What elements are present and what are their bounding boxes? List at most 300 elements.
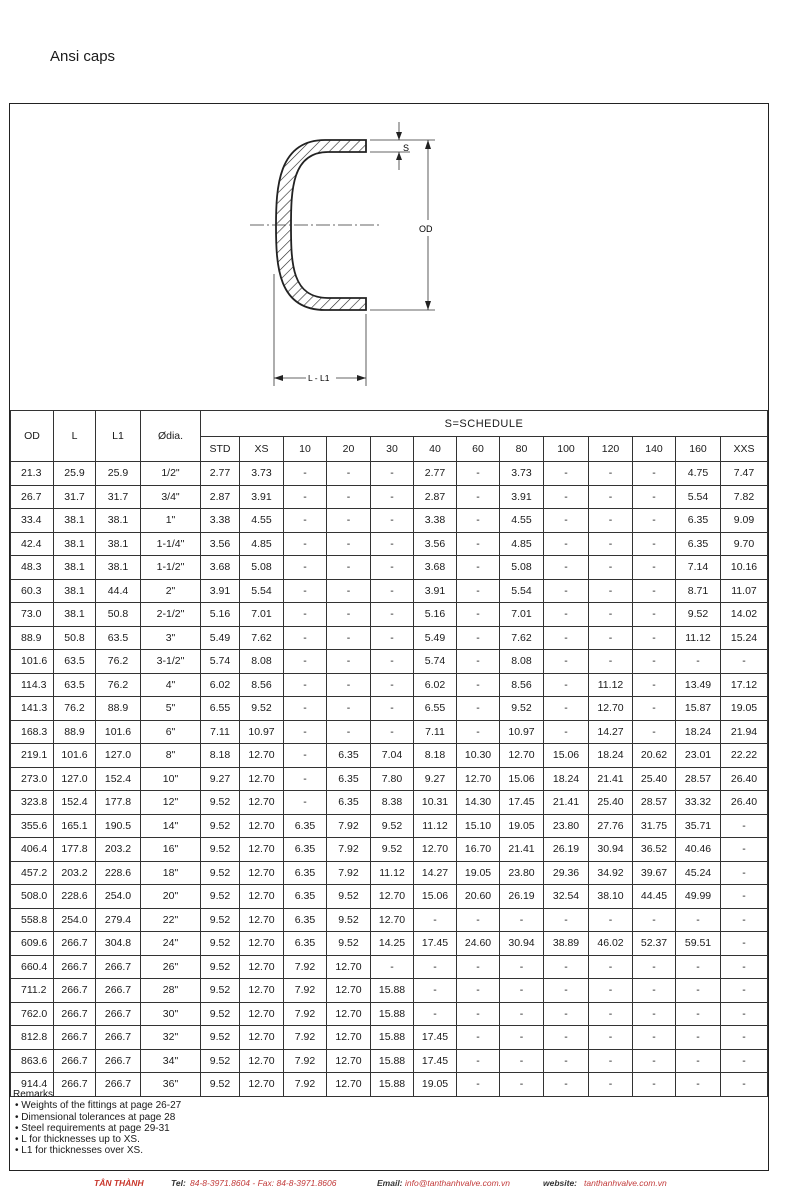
table-cell: 13.49 bbox=[676, 673, 721, 697]
table-cell: 12.70 bbox=[589, 697, 633, 721]
table-cell: 23.80 bbox=[500, 861, 544, 885]
table-cell: 6.02 bbox=[414, 673, 457, 697]
table-cell: - bbox=[633, 1049, 676, 1073]
table-cell: 4.85 bbox=[240, 532, 284, 556]
table-cell: 266.7 bbox=[54, 1049, 96, 1073]
table-cell: - bbox=[371, 626, 414, 650]
s-dimension-label: S bbox=[403, 143, 410, 153]
schedule-column-header: 80 bbox=[500, 437, 544, 462]
table-cell: - bbox=[500, 1073, 544, 1097]
table-cell: 88.9 bbox=[96, 697, 141, 721]
table-cell: - bbox=[284, 650, 327, 674]
table-cell: 5.49 bbox=[201, 626, 240, 650]
table-cell: - bbox=[544, 1049, 589, 1073]
table-cell: - bbox=[676, 955, 721, 979]
table-cell: 10.97 bbox=[500, 720, 544, 744]
footer-website[interactable]: tanthanhvalve.com.vn bbox=[584, 1178, 667, 1188]
table-cell: - bbox=[544, 979, 589, 1003]
table-cell: 12.70 bbox=[240, 791, 284, 815]
table-row bbox=[11, 885, 768, 909]
table-cell: 10.97 bbox=[240, 720, 284, 744]
table-cell: - bbox=[544, 532, 589, 556]
table-cell: 152.4 bbox=[96, 767, 141, 791]
table-cell: 127.0 bbox=[96, 744, 141, 768]
footer-email-label: Email: bbox=[377, 1178, 403, 1188]
footer-email[interactable]: info@tanthanhvalve.com.vn bbox=[405, 1178, 511, 1188]
table-cell: 15.88 bbox=[371, 1073, 414, 1097]
table-cell: 88.9 bbox=[54, 720, 96, 744]
table-cell: 9.70 bbox=[721, 532, 768, 556]
table-cell: - bbox=[457, 720, 500, 744]
table-cell: 7.92 bbox=[327, 838, 371, 862]
table-cell: 33.4 bbox=[11, 509, 54, 533]
table-cell: 101.6 bbox=[54, 744, 96, 768]
table-cell: 266.7 bbox=[96, 979, 141, 1003]
table-cell: - bbox=[544, 626, 589, 650]
table-cell: 25.9 bbox=[96, 462, 141, 486]
table-cell: 22" bbox=[141, 908, 201, 932]
table-cell: - bbox=[327, 509, 371, 533]
table-cell: - bbox=[589, 1026, 633, 1050]
table-cell: 12.70 bbox=[240, 861, 284, 885]
table-cell: - bbox=[371, 673, 414, 697]
table-cell: 38.1 bbox=[54, 509, 96, 533]
table-cell: 21.94 bbox=[721, 720, 768, 744]
table-cell: 1-1/2" bbox=[141, 556, 201, 580]
table-cell: 11.12 bbox=[589, 673, 633, 697]
table-cell: 254.0 bbox=[96, 885, 141, 909]
table-cell: - bbox=[589, 979, 633, 1003]
table-cell: 812.8 bbox=[11, 1026, 54, 1050]
table-row bbox=[11, 509, 768, 533]
table-row bbox=[11, 908, 768, 932]
table-cell: - bbox=[633, 720, 676, 744]
table-cell: 14.27 bbox=[414, 861, 457, 885]
table-cell: - bbox=[371, 955, 414, 979]
column-header: Ødia. bbox=[141, 411, 201, 462]
table-cell: - bbox=[327, 579, 371, 603]
table-cell: - bbox=[544, 556, 589, 580]
table-cell: 12.70 bbox=[240, 885, 284, 909]
table-cell: - bbox=[544, 462, 589, 486]
table-cell: - bbox=[327, 462, 371, 486]
table-cell: - bbox=[457, 979, 500, 1003]
schedule-column-header: 160 bbox=[676, 437, 721, 462]
table-cell: - bbox=[633, 1002, 676, 1026]
table-cell: - bbox=[721, 838, 768, 862]
table-cell: - bbox=[676, 1002, 721, 1026]
footer-tel: 84-8-3971.8604 - Fax: 84-8-3971.8606 bbox=[190, 1178, 337, 1188]
schedule-column-header: XS bbox=[240, 437, 284, 462]
table-cell: 609.6 bbox=[11, 932, 54, 956]
table-cell: 63.5 bbox=[54, 650, 96, 674]
schedule-header: S=SCHEDULE bbox=[201, 411, 768, 437]
table-cell: 406.4 bbox=[11, 838, 54, 862]
table-cell: 6.35 bbox=[284, 885, 327, 909]
table-cell: 266.7 bbox=[54, 932, 96, 956]
table-cell: 15.88 bbox=[371, 1049, 414, 1073]
footer-tel-label: Tel: bbox=[171, 1178, 186, 1188]
cap-cross-section-drawing bbox=[10, 104, 767, 410]
table-cell: 25.40 bbox=[633, 767, 676, 791]
table-cell: 27.76 bbox=[589, 814, 633, 838]
table-cell: - bbox=[284, 532, 327, 556]
table-cell: 5.16 bbox=[414, 603, 457, 627]
table-cell: 63.5 bbox=[54, 673, 96, 697]
table-cell: 5.74 bbox=[414, 650, 457, 674]
table-cell: 660.4 bbox=[11, 955, 54, 979]
table-cell: 7.92 bbox=[284, 1073, 327, 1097]
table-cell: - bbox=[633, 979, 676, 1003]
table-cell: - bbox=[544, 1073, 589, 1097]
table-cell: 8.18 bbox=[201, 744, 240, 768]
column-header: L1 bbox=[96, 411, 141, 462]
table-cell: 26.19 bbox=[544, 838, 589, 862]
table-cell: 31.75 bbox=[633, 814, 676, 838]
table-row bbox=[11, 955, 768, 979]
table-cell: 5.49 bbox=[414, 626, 457, 650]
table-cell: - bbox=[676, 979, 721, 1003]
table-row bbox=[11, 791, 768, 815]
table-cell: 14" bbox=[141, 814, 201, 838]
table-cell: - bbox=[589, 532, 633, 556]
remark-item: • Steel requirements at page 29-31 bbox=[15, 1122, 170, 1134]
table-cell: 266.7 bbox=[54, 1002, 96, 1026]
table-cell: 9.52 bbox=[201, 955, 240, 979]
table-cell: - bbox=[500, 1026, 544, 1050]
table-cell: 9.52 bbox=[500, 697, 544, 721]
table-cell: - bbox=[327, 556, 371, 580]
table-cell: 9.09 bbox=[721, 509, 768, 533]
table-cell: 12.70 bbox=[500, 744, 544, 768]
table-cell: - bbox=[457, 509, 500, 533]
table-cell: 8.56 bbox=[500, 673, 544, 697]
table-row bbox=[11, 1049, 768, 1073]
table-cell: 10" bbox=[141, 767, 201, 791]
table-cell: 17.45 bbox=[414, 1049, 457, 1073]
table-cell: - bbox=[457, 908, 500, 932]
column-header: OD bbox=[11, 411, 54, 462]
table-cell: 6.35 bbox=[284, 932, 327, 956]
table-cell: - bbox=[544, 720, 589, 744]
table-cell: 3.56 bbox=[414, 532, 457, 556]
table-cell: 4" bbox=[141, 673, 201, 697]
table-cell: 12.70 bbox=[240, 1026, 284, 1050]
table-cell: 31.7 bbox=[96, 485, 141, 509]
table-cell: 7.92 bbox=[284, 979, 327, 1003]
table-cell: 12.70 bbox=[240, 1073, 284, 1097]
table-cell: 3.91 bbox=[500, 485, 544, 509]
table-cell: 73.0 bbox=[11, 603, 54, 627]
table-cell: 12.70 bbox=[414, 838, 457, 862]
table-cell: - bbox=[633, 908, 676, 932]
table-cell: - bbox=[284, 697, 327, 721]
table-cell: - bbox=[457, 1026, 500, 1050]
table-cell: 5.16 bbox=[201, 603, 240, 627]
table-cell: 11.07 bbox=[721, 579, 768, 603]
table-cell: 9.52 bbox=[327, 908, 371, 932]
table-cell: 38.1 bbox=[54, 603, 96, 627]
table-cell: 30.94 bbox=[500, 932, 544, 956]
table-cell: 23.01 bbox=[676, 744, 721, 768]
table-cell: 25.40 bbox=[589, 791, 633, 815]
table-cell: - bbox=[721, 955, 768, 979]
table-cell: - bbox=[721, 1049, 768, 1073]
table-cell: 12.70 bbox=[240, 932, 284, 956]
schedule-column-header: 10 bbox=[284, 437, 327, 462]
table-cell: 203.2 bbox=[96, 838, 141, 862]
table-cell: 7.92 bbox=[284, 955, 327, 979]
table-cell: - bbox=[589, 650, 633, 674]
table-cell: 15.06 bbox=[544, 744, 589, 768]
table-cell: 26" bbox=[141, 955, 201, 979]
table-cell: 101.6 bbox=[11, 650, 54, 674]
table-cell: 6.02 bbox=[201, 673, 240, 697]
table-cell: 12.70 bbox=[371, 885, 414, 909]
table-cell: 15.88 bbox=[371, 979, 414, 1003]
table-cell: 12.70 bbox=[457, 767, 500, 791]
table-cell: 28.57 bbox=[633, 791, 676, 815]
table-cell: 40.46 bbox=[676, 838, 721, 862]
table-cell: 18.24 bbox=[544, 767, 589, 791]
table-cell: 26.19 bbox=[500, 885, 544, 909]
remarks-section bbox=[13, 1089, 181, 1157]
table-cell: 44.45 bbox=[633, 885, 676, 909]
table-cell: - bbox=[544, 603, 589, 627]
table-cell: 6.35 bbox=[676, 509, 721, 533]
table-cell: 8" bbox=[141, 744, 201, 768]
table-cell: - bbox=[457, 462, 500, 486]
table-cell: 7.92 bbox=[327, 861, 371, 885]
table-cell: 38.1 bbox=[54, 532, 96, 556]
table-cell: 9.52 bbox=[201, 932, 240, 956]
table-cell: 6.35 bbox=[676, 532, 721, 556]
table-row bbox=[11, 1026, 768, 1050]
table-cell: 50.8 bbox=[54, 626, 96, 650]
table-cell: - bbox=[284, 767, 327, 791]
table-cell: 17.45 bbox=[414, 932, 457, 956]
table-cell: 7.47 bbox=[721, 462, 768, 486]
table-cell: - bbox=[544, 509, 589, 533]
table-cell: 15.24 bbox=[721, 626, 768, 650]
table-cell: - bbox=[371, 650, 414, 674]
table-cell: 15.10 bbox=[457, 814, 500, 838]
table-cell: 5.74 bbox=[201, 650, 240, 674]
table-cell: 18.24 bbox=[676, 720, 721, 744]
table-cell: - bbox=[284, 485, 327, 509]
table-cell: 5.08 bbox=[500, 556, 544, 580]
table-cell: 508.0 bbox=[11, 885, 54, 909]
table-row bbox=[11, 462, 768, 486]
table-cell: - bbox=[589, 509, 633, 533]
table-cell: 279.4 bbox=[96, 908, 141, 932]
table-cell: - bbox=[676, 650, 721, 674]
table-cell: 863.6 bbox=[11, 1049, 54, 1073]
table-cell: - bbox=[284, 720, 327, 744]
table-cell: 20" bbox=[141, 885, 201, 909]
table-cell: - bbox=[633, 579, 676, 603]
table-cell: 19.05 bbox=[500, 814, 544, 838]
table-cell: 190.5 bbox=[96, 814, 141, 838]
table-cell: - bbox=[284, 673, 327, 697]
table-cell: 266.7 bbox=[96, 1026, 141, 1050]
table-cell: 44.4 bbox=[96, 579, 141, 603]
table-cell: 9.52 bbox=[676, 603, 721, 627]
table-cell: - bbox=[327, 673, 371, 697]
table-cell: - bbox=[721, 932, 768, 956]
table-cell: 20.62 bbox=[633, 744, 676, 768]
od-dimension-label: OD bbox=[419, 224, 433, 234]
footer-brand: TÂN THÀNH bbox=[94, 1178, 144, 1188]
table-cell: 6.35 bbox=[327, 744, 371, 768]
table-cell: 9.52 bbox=[201, 885, 240, 909]
table-cell: - bbox=[457, 556, 500, 580]
table-cell: 266.7 bbox=[96, 955, 141, 979]
table-cell: 10.16 bbox=[721, 556, 768, 580]
table-cell: 7.11 bbox=[414, 720, 457, 744]
table-cell: 228.6 bbox=[96, 861, 141, 885]
table-cell: 3.73 bbox=[500, 462, 544, 486]
table-cell: 2" bbox=[141, 579, 201, 603]
table-cell: 9.52 bbox=[201, 908, 240, 932]
table-row bbox=[11, 767, 768, 791]
table-cell: 35.71 bbox=[676, 814, 721, 838]
table-cell: 12.70 bbox=[327, 1002, 371, 1026]
table-cell: 12.70 bbox=[240, 979, 284, 1003]
table-cell: 12.70 bbox=[240, 744, 284, 768]
table-row bbox=[11, 720, 768, 744]
table-cell: 16.70 bbox=[457, 838, 500, 862]
table-cell: - bbox=[544, 485, 589, 509]
table-cell: 38.1 bbox=[96, 556, 141, 580]
table-cell: 19.05 bbox=[457, 861, 500, 885]
table-cell: 12" bbox=[141, 791, 201, 815]
table-cell: 2.77 bbox=[201, 462, 240, 486]
table-cell: - bbox=[371, 556, 414, 580]
table-cell: 177.8 bbox=[96, 791, 141, 815]
table-cell: - bbox=[284, 462, 327, 486]
table-cell: 15.06 bbox=[414, 885, 457, 909]
table-cell: - bbox=[327, 697, 371, 721]
table-cell: - bbox=[500, 955, 544, 979]
table-cell: 48.3 bbox=[11, 556, 54, 580]
table-cell: - bbox=[721, 885, 768, 909]
table-cell: 8.38 bbox=[371, 791, 414, 815]
table-cell: - bbox=[721, 1026, 768, 1050]
table-cell: 7.82 bbox=[721, 485, 768, 509]
table-cell: 9.52 bbox=[201, 861, 240, 885]
table-cell: 101.6 bbox=[96, 720, 141, 744]
table-cell: 76.2 bbox=[96, 650, 141, 674]
table-cell: 9.52 bbox=[201, 1026, 240, 1050]
table-cell: 12.70 bbox=[327, 1026, 371, 1050]
table-cell: - bbox=[589, 579, 633, 603]
table-cell: 28" bbox=[141, 979, 201, 1003]
table-cell: - bbox=[633, 697, 676, 721]
table-cell: 254.0 bbox=[54, 908, 96, 932]
table-cell: 11.12 bbox=[414, 814, 457, 838]
table-cell: 6.35 bbox=[284, 838, 327, 862]
table-cell: 304.8 bbox=[96, 932, 141, 956]
table-cell: 30.94 bbox=[589, 838, 633, 862]
table-cell: - bbox=[589, 1049, 633, 1073]
table-cell: 9.52 bbox=[371, 838, 414, 862]
table-row bbox=[11, 979, 768, 1003]
table-cell: - bbox=[371, 532, 414, 556]
table-cell: 20.60 bbox=[457, 885, 500, 909]
table-row bbox=[11, 485, 768, 509]
schedule-column-header: XXS bbox=[721, 437, 768, 462]
table-cell: 32.54 bbox=[544, 885, 589, 909]
table-cell: 24" bbox=[141, 932, 201, 956]
schedule-column-header: STD bbox=[201, 437, 240, 462]
table-cell: - bbox=[589, 1002, 633, 1026]
table-cell: 3.38 bbox=[414, 509, 457, 533]
caps-dimension-table bbox=[10, 410, 768, 1097]
table-cell: 5.08 bbox=[240, 556, 284, 580]
table-cell: - bbox=[500, 1002, 544, 1026]
table-cell: 26.40 bbox=[721, 791, 768, 815]
table-row bbox=[11, 532, 768, 556]
table-cell: 36.52 bbox=[633, 838, 676, 862]
table-cell: - bbox=[371, 720, 414, 744]
table-row bbox=[11, 814, 768, 838]
table-cell: 266.7 bbox=[54, 1026, 96, 1050]
table-cell: 266.7 bbox=[54, 955, 96, 979]
table-cell: 323.8 bbox=[11, 791, 54, 815]
table-cell: 355.6 bbox=[11, 814, 54, 838]
table-cell: 1-1/4" bbox=[141, 532, 201, 556]
table-cell: 38.1 bbox=[54, 556, 96, 580]
table-cell: - bbox=[633, 955, 676, 979]
table-cell: 7.01 bbox=[240, 603, 284, 627]
table-cell: - bbox=[371, 509, 414, 533]
table-cell: 9.52 bbox=[327, 885, 371, 909]
table-cell: 59.51 bbox=[676, 932, 721, 956]
table-cell: 21.41 bbox=[589, 767, 633, 791]
table-cell: 12.70 bbox=[240, 1049, 284, 1073]
table-cell: 3" bbox=[141, 626, 201, 650]
remarks-title: Remarks bbox=[13, 1089, 54, 1100]
table-cell: - bbox=[676, 1026, 721, 1050]
table-cell: 38.89 bbox=[544, 932, 589, 956]
table-cell: - bbox=[589, 955, 633, 979]
table-cell: - bbox=[633, 673, 676, 697]
header-row bbox=[11, 411, 768, 437]
schedule-column-header: 120 bbox=[589, 437, 633, 462]
remarks-list bbox=[13, 1100, 181, 1156]
table-cell: - bbox=[633, 485, 676, 509]
footer-website-label: website: bbox=[543, 1178, 578, 1188]
table-cell: 12.70 bbox=[240, 908, 284, 932]
table-cell: 3.91 bbox=[240, 485, 284, 509]
table-cell: 6.35 bbox=[327, 767, 371, 791]
table-cell: 2.87 bbox=[414, 485, 457, 509]
table-cell: 558.8 bbox=[11, 908, 54, 932]
table-cell: - bbox=[414, 1002, 457, 1026]
table-cell: 7.92 bbox=[284, 1049, 327, 1073]
table-cell: 39.67 bbox=[633, 861, 676, 885]
table-cell: 21.3 bbox=[11, 462, 54, 486]
table-cell: 14.30 bbox=[457, 791, 500, 815]
remark-item: • Weights of the fittings at page 26-27 bbox=[15, 1100, 182, 1112]
table-cell: 38.1 bbox=[54, 579, 96, 603]
table-cell: 34" bbox=[141, 1049, 201, 1073]
table-cell: 45.24 bbox=[676, 861, 721, 885]
table-cell: 17.12 bbox=[721, 673, 768, 697]
table-cell: 5" bbox=[141, 697, 201, 721]
table-cell: 4.85 bbox=[500, 532, 544, 556]
